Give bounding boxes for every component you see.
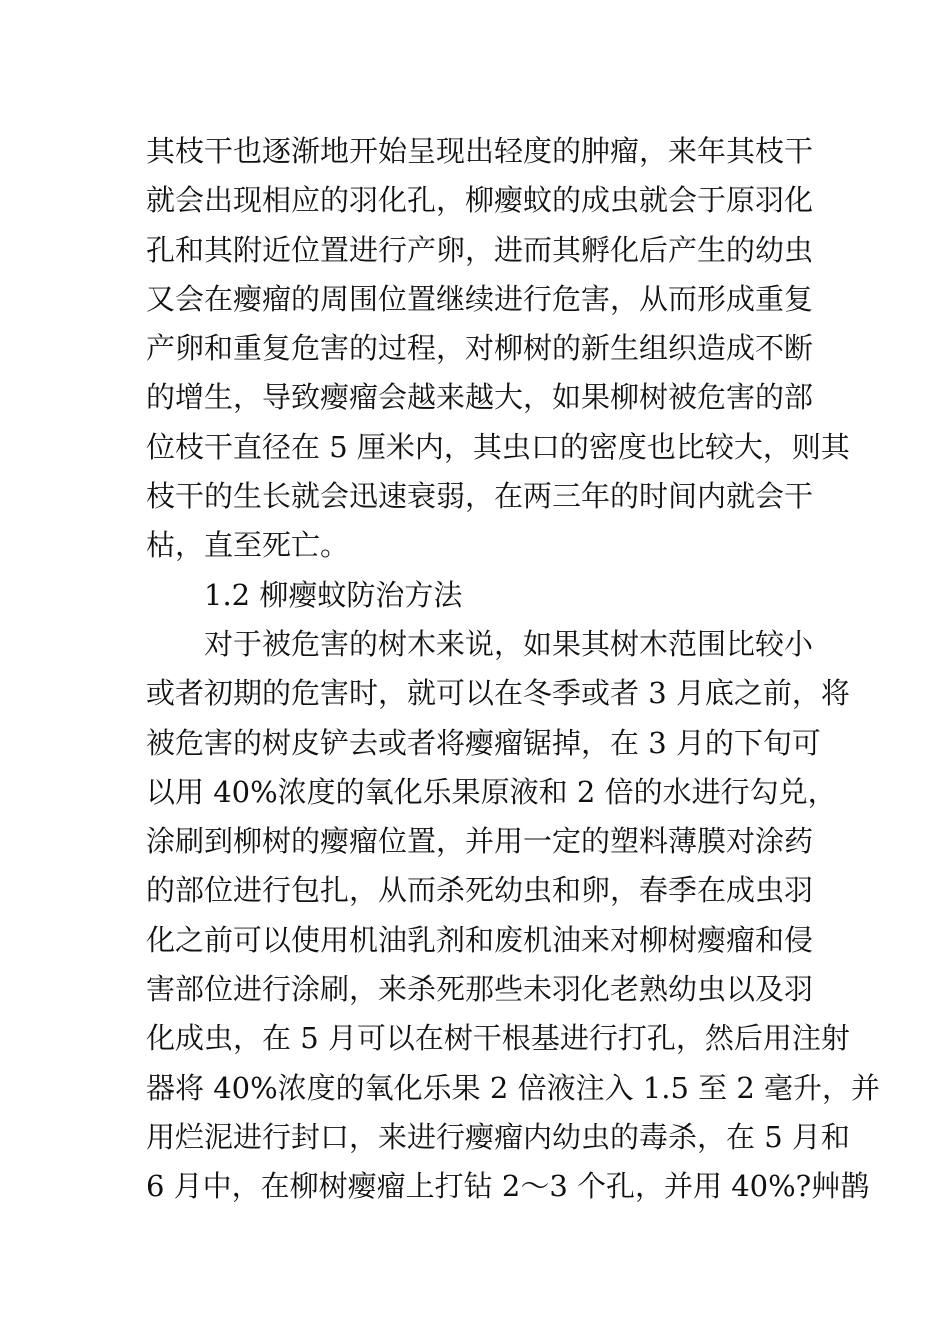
text-line: 其枝干也逐渐地开始呈现出轻度的肿瘤，来年其枝干 <box>146 134 814 168</box>
text-line: 涂刷到柳树的瘿瘤位置，并用一定的塑料薄膜对涂药 <box>146 824 814 859</box>
text-line: 以用 40%浓度的氧化乐果原液和 2 倍的水进行勾兑， <box>146 774 837 809</box>
text-line: 被危害的树皮铲去或者将瘿瘤锯掉，在 3 月的下旬可 <box>146 725 821 760</box>
text-line: 害部位进行涂刷，来杀死那些未羽化老熟幼虫以及羽 <box>146 972 814 1007</box>
text-line: 又会在瘿瘤的周围位置继续进行危害，从而形成重复 <box>146 281 814 316</box>
section-heading: 1.2 柳瘿蚊防治方法 <box>204 577 463 612</box>
text-line: 化之前可以使用机油乳剂和废机油来对柳树瘿瘤和侵 <box>146 922 814 957</box>
body-text <box>146 127 881 1212</box>
text-line: 对于被危害的树木来说，如果其树木范围比较小 <box>204 626 814 661</box>
text-line: 用烂泥进行封口，来进行瘿瘤内幼虫的毒杀，在 5 月和 <box>146 1119 850 1154</box>
text-line: 就会出现相应的羽化孔，柳瘿蚊的成虫就会于原羽化 <box>146 183 814 218</box>
text-line: 位枝干直径在 5 厘米内，其虫口的密度也比较大，则其 <box>146 429 850 464</box>
text-line: 的增生，导致瘿瘤会越来越大，如果柳树被危害的部 <box>146 380 814 415</box>
text-line: 或者初期的危害时，就可以在冬季或者 3 月底之前，将 <box>146 676 850 711</box>
text-line: 的部位进行包扎，从而杀死幼虫和卵，春季在成虫羽 <box>146 873 814 908</box>
text-line: 枝干的生长就会迅速衰弱，在两三年的时间内就会干 <box>146 479 814 514</box>
text-line: 化成虫，在 5 月可以在树干根基进行打孔，然后用注射 <box>146 1021 850 1056</box>
text-line: 器将 40%浓度的氧化乐果 2 倍液注入 1.5 至 2 毫升，并 <box>146 1070 881 1105</box>
text-line: 6 月中，在柳树瘿瘤上打钻 2～3 个孔，并用 40%?艸鹊 <box>146 1169 870 1204</box>
text-line: 孔和其附近位置进行产卵，进而其孵化后产生的幼虫 <box>146 232 814 267</box>
text-line: 产卵和重复危害的过程，对柳树的新生组织造成不断 <box>146 331 814 366</box>
text-line: 枯，直至死亡。 <box>146 528 350 563</box>
